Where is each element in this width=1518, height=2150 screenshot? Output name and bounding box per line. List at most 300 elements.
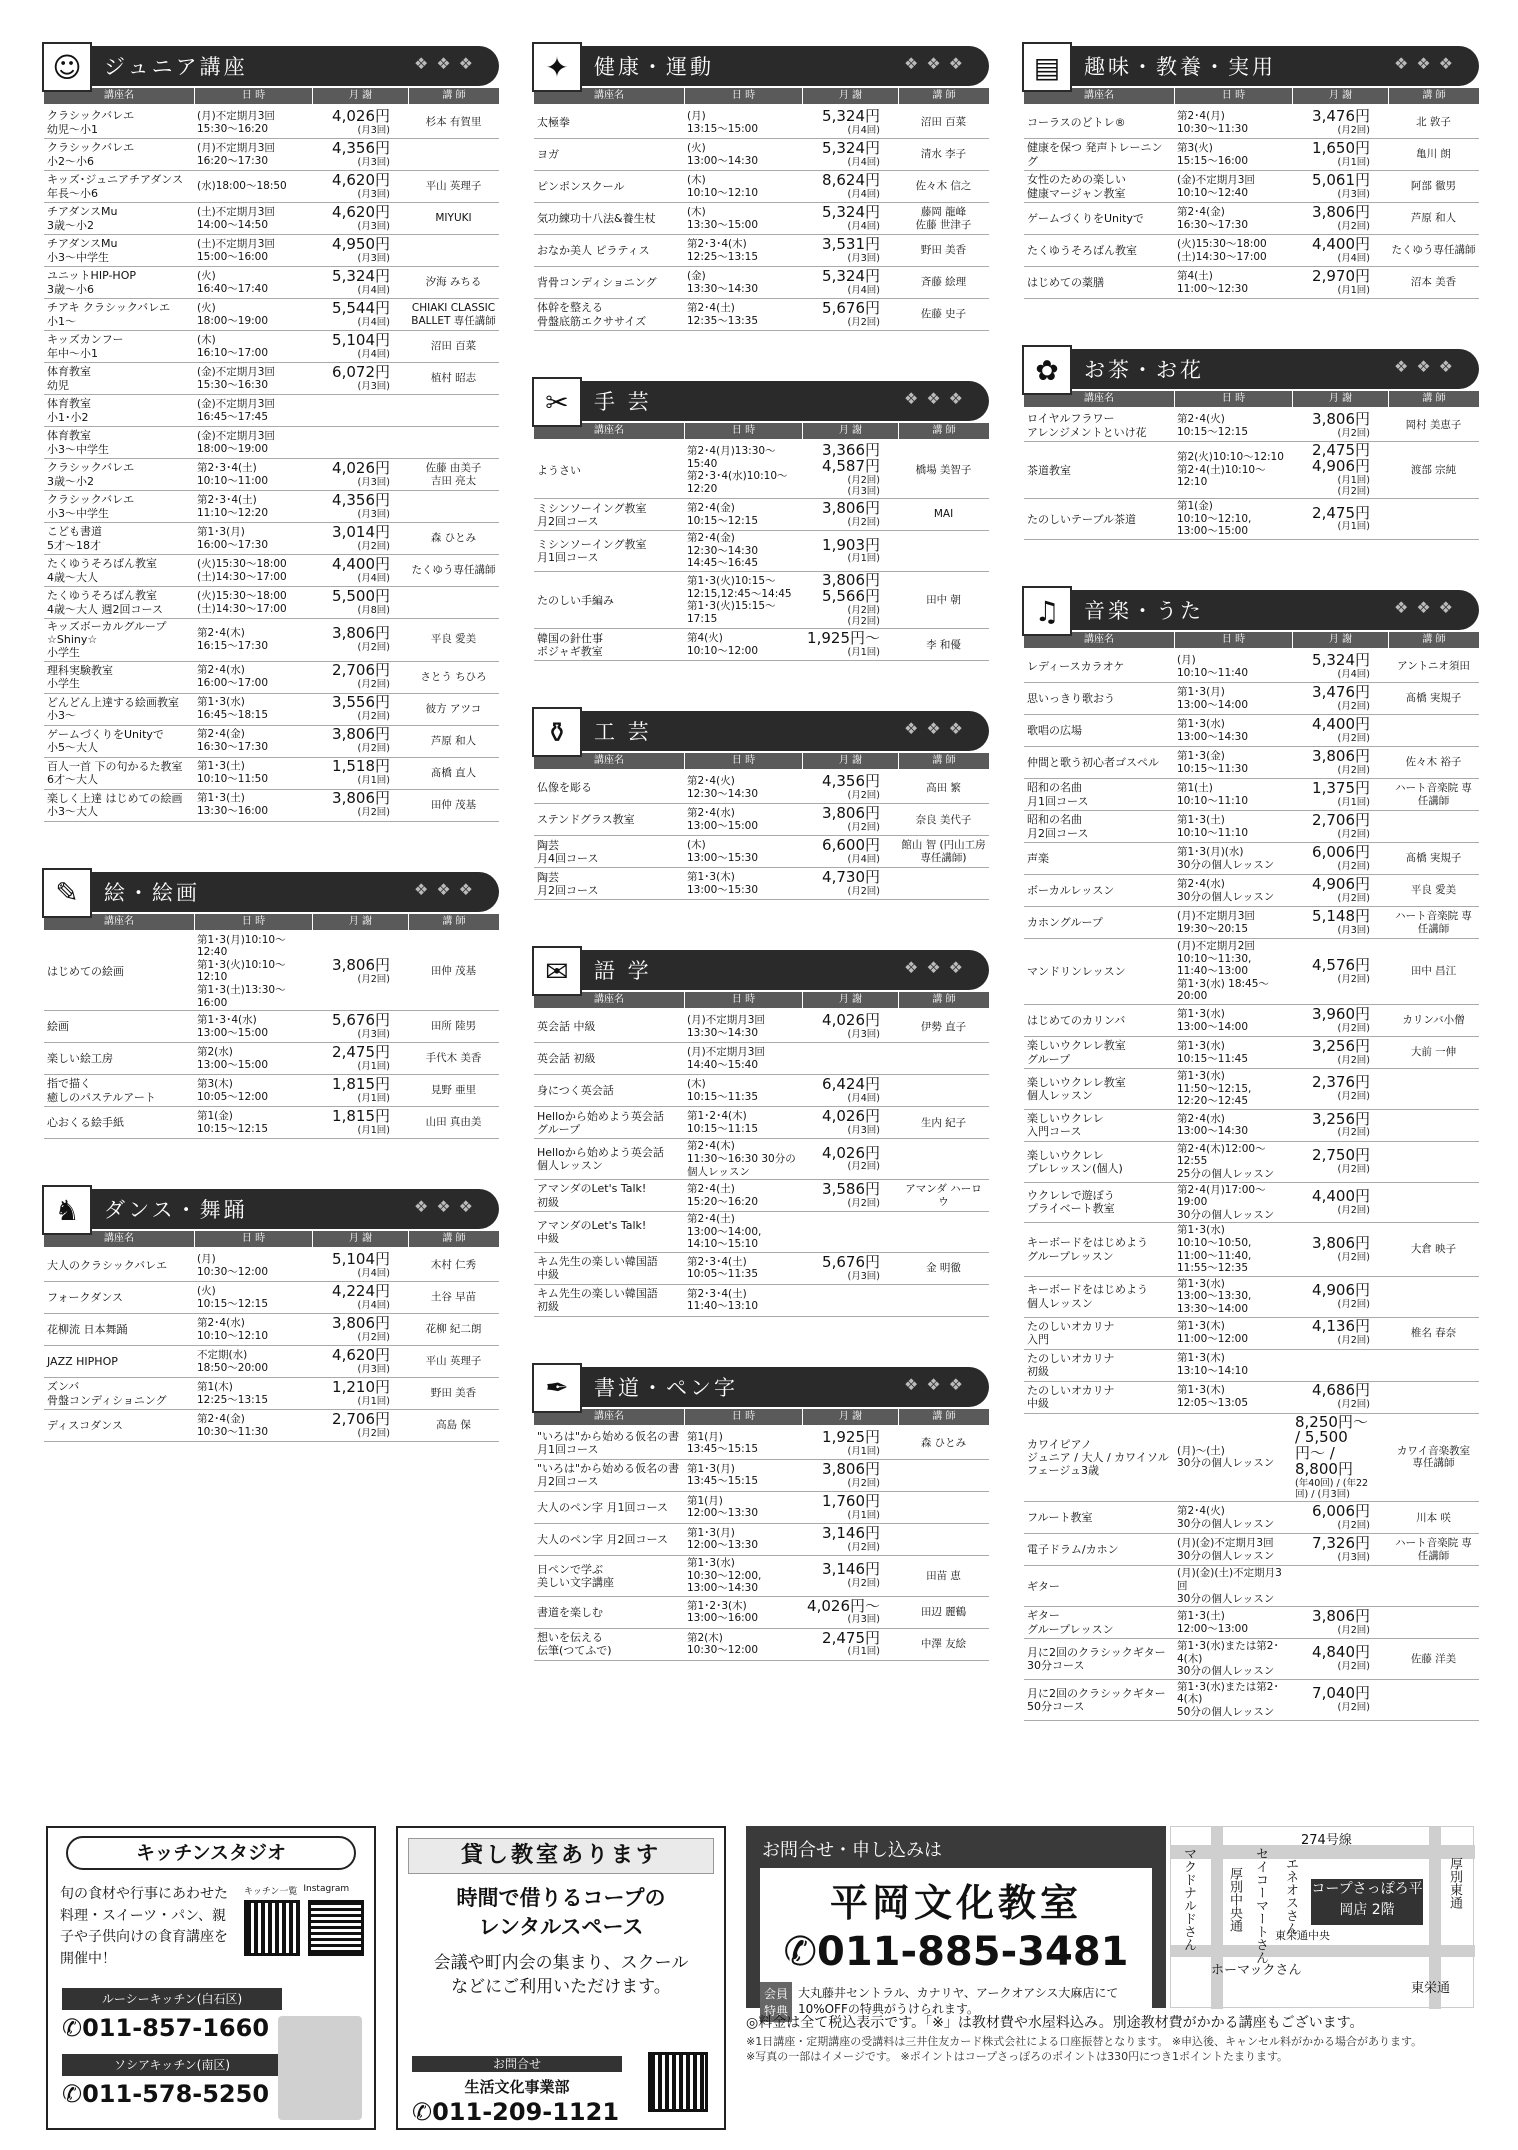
course-row[interactable] (44, 267, 499, 299)
course-fee (312, 331, 408, 362)
course-name: フルート教室 (1027, 1511, 1093, 1525)
course-fee (802, 572, 898, 628)
fee-amount: 2,475円 (1312, 503, 1370, 522)
fee-amount: 5,676円 (822, 298, 880, 317)
course-row[interactable] (1024, 1142, 1479, 1183)
map-toei: 東栄通 (1411, 1981, 1451, 1996)
table-header (44, 88, 499, 104)
fee-amount: 6,006円 (1312, 842, 1370, 861)
course-fee (1292, 499, 1388, 539)
section-title: 語 学 (594, 959, 652, 984)
rental-inquiry-label: お問合せ (412, 2056, 622, 2072)
map-seicomart: セイコーマートさん (1253, 1847, 1268, 1964)
course-teacher: カワイ音楽教室 専任講師 (1396, 1444, 1471, 1470)
course-row[interactable] (44, 726, 499, 758)
course-row[interactable] (534, 1212, 989, 1253)
course-row[interactable] (44, 1282, 499, 1314)
course-name: キーボードをはじめよう 個人レッスン (1027, 1283, 1148, 1310)
course-name: たのしいテーブル茶道 (1027, 512, 1137, 526)
course-schedule: 第2･4(金) 12:30〜14:30 14:45〜16:45 (687, 532, 759, 570)
course-row[interactable] (534, 1011, 989, 1043)
course-row[interactable] (534, 1253, 989, 1285)
course-row[interactable] (534, 572, 989, 629)
course-schedule: 第1･3(土) 13:30〜16:00 (197, 792, 269, 818)
course-row[interactable] (44, 555, 499, 587)
fee-amount: 5,676円 (332, 1011, 390, 1030)
table-header (534, 423, 989, 439)
course-row[interactable] (534, 772, 989, 804)
course-row[interactable] (1024, 139, 1479, 171)
fee-amount: 3,531円 (822, 234, 880, 253)
course-row[interactable] (1024, 267, 1479, 299)
course-teacher: 李 和優 (926, 638, 961, 651)
course-row[interactable] (1024, 410, 1479, 442)
course-row[interactable] (1024, 1414, 1479, 1503)
course-row[interactable] (44, 523, 499, 555)
course-name: 気功練功十八法&養生杖 (537, 211, 656, 225)
course-teacher: 杉本 有賀里 (425, 116, 482, 129)
course-teacher: 芦原 和人 (1410, 212, 1457, 225)
course-fee (312, 662, 408, 693)
course-fee (802, 235, 898, 266)
course-row[interactable] (1024, 1534, 1479, 1566)
course-row[interactable] (534, 1043, 989, 1075)
course-schedule: 第2･4(木) 11:30〜16:30 30分の個人レッスン (687, 1140, 796, 1178)
course-row[interactable] (44, 299, 499, 331)
fee-amount: 4,356円 (822, 772, 880, 791)
course-row[interactable] (1024, 715, 1479, 747)
course-name: ゲームづくりをUnityで 小5〜大人 (47, 727, 164, 755)
course-row[interactable] (1024, 1502, 1479, 1534)
fee-frequency: (月2回) (1337, 892, 1370, 904)
kitchen-phone-1[interactable]: ✆011-857-1660 (62, 2014, 270, 2042)
course-name: 絵画 (47, 1020, 69, 1034)
course-name: 月に2回のクラシックギター 30分コース (1027, 1645, 1166, 1672)
course-row[interactable] (1024, 1566, 1479, 1607)
fee-frequency: (月1回) (357, 1124, 390, 1136)
fee-amount: 4,224円 (332, 1282, 390, 1301)
fee-amount: 4,400円 (1312, 1186, 1370, 1205)
course-row[interactable] (1024, 779, 1479, 811)
course-row[interactable] (1024, 1680, 1479, 1721)
course-teacher (1388, 499, 1479, 539)
header-fee: 月 謝 (312, 88, 408, 104)
course-row[interactable] (1024, 1639, 1479, 1680)
fee-frequency: (月2回) (357, 641, 390, 653)
qr-label-list: キッチン一覧 (244, 1887, 298, 1897)
course-name: キム先生の楽しい韓国語 中級 (537, 1255, 658, 1282)
course-fee (312, 1011, 408, 1042)
course-schedule: 第1(木) 12:25〜13:15 (197, 1381, 269, 1406)
course-row[interactable] (534, 299, 989, 331)
course-row[interactable] (44, 1011, 499, 1043)
course-name: たのしいオカリナ 中級 (1027, 1383, 1115, 1411)
course-teacher: 田苗 恵 (926, 1569, 961, 1582)
fee-amount: 6,600円 (822, 836, 880, 855)
course-row[interactable] (1024, 1223, 1479, 1276)
course-row[interactable] (44, 758, 499, 790)
section-band (534, 950, 989, 990)
fee-frequency: (月4回) (357, 572, 390, 584)
course-row[interactable] (1024, 747, 1479, 779)
fee-frequency: (月4回) (1337, 668, 1370, 680)
course-row[interactable] (1024, 1350, 1479, 1382)
rental-phone[interactable]: ✆011-209-1121 (412, 2098, 620, 2126)
course-row[interactable] (534, 1629, 989, 1661)
course-row[interactable] (1024, 1382, 1479, 1414)
fee-amount: 6,424円 (822, 1075, 880, 1094)
course-row[interactable] (1024, 1110, 1479, 1142)
course-teacher (1388, 1350, 1479, 1381)
course-name: Helloから始めよう英会話 個人レッスン (537, 1146, 664, 1173)
table-header (44, 1231, 499, 1247)
course-schedule: (土)不定期月3回 14:00〜14:50 (197, 205, 275, 231)
course-row[interactable] (534, 1107, 989, 1139)
pen-icon: ✒ (532, 1363, 582, 1413)
course-row[interactable] (44, 587, 499, 619)
course-row[interactable] (44, 171, 499, 203)
course-row[interactable] (534, 1285, 989, 1317)
fee-amount: 5,104円 (332, 1250, 390, 1269)
course-row[interactable] (44, 662, 499, 694)
fee-frequency: (月2回) (847, 1477, 880, 1489)
course-row[interactable] (534, 1524, 989, 1556)
course-row[interactable] (44, 790, 499, 822)
course-teacher: 平良 愛美 (1410, 884, 1457, 897)
course-row[interactable] (44, 1346, 499, 1378)
course-fee (312, 267, 408, 298)
course-row[interactable] (534, 171, 989, 203)
course-row[interactable] (534, 442, 989, 499)
header-course: 講座名 (594, 755, 624, 767)
course-row[interactable] (44, 1043, 499, 1075)
course-row[interactable] (44, 459, 499, 491)
course-row[interactable] (44, 933, 499, 1012)
fee-frequency: (月2回) (847, 1197, 880, 1209)
course-teacher: 平山 英理子 (425, 1355, 482, 1368)
fee-frequency: (月2回) (月2回) (847, 604, 880, 627)
course-row[interactable] (534, 804, 989, 836)
course-name: 百人一首 下の句かるた教室 6才〜大人 (47, 759, 183, 787)
course-row[interactable] (1024, 171, 1479, 203)
course-name: 健康を保つ 発声トレーニング (1027, 141, 1163, 168)
course-fee (1292, 1350, 1388, 1381)
section-title: お茶・お花 (1084, 358, 1204, 382)
course-teacher: 平良 愛美 (430, 633, 477, 646)
course-fee (802, 1253, 898, 1284)
fee-frequency: (月3回) (357, 380, 390, 392)
course-schedule: 第2･4(水) 13:00〜15:00 (687, 807, 759, 832)
map-coop: コープさっぽろ平岡店 2階 (1311, 1879, 1423, 1925)
fee-amount: 2,706円 (332, 661, 390, 680)
course-row[interactable] (534, 1556, 989, 1597)
course-name: たのしい手編み (537, 593, 614, 607)
qr-code-icon[interactable] (308, 1900, 364, 1956)
course-teacher: 高田 繁 (926, 781, 961, 794)
course-row[interactable] (534, 1597, 989, 1629)
course-schedule: 第2(火)10:10〜12:10 第2･4(土)10:10〜12:10 (1177, 451, 1284, 489)
fee-amount: 1,903円 (822, 535, 880, 554)
course-schedule: 第2･4(水) 13:00〜14:30 (1177, 1112, 1249, 1138)
course-fee (312, 491, 408, 522)
course-fee (802, 107, 898, 138)
course-fee (312, 1282, 408, 1313)
header-date: 日 時 (684, 1409, 802, 1425)
ornament-icon: ❖❖❖ (903, 54, 971, 73)
books-icon: ▤ (1022, 42, 1072, 92)
course-row[interactable] (1024, 907, 1479, 939)
course-fee (312, 139, 408, 170)
course-fee (1292, 1502, 1388, 1533)
fee-frequency: (月3回) (847, 252, 880, 264)
course-teacher (898, 1285, 989, 1316)
fee-frequency: (月3回) (847, 1614, 880, 1626)
school-phone[interactable]: ✆011-885-3481 (783, 1929, 1129, 1975)
course-row[interactable] (534, 1075, 989, 1107)
course-name: 電子ドラム/カホン (1027, 1543, 1119, 1557)
course-fee (802, 267, 898, 298)
course-schedule: 第1(金) 10:15〜12:15 (197, 1110, 269, 1135)
course-row[interactable] (44, 107, 499, 139)
fee-amount: 5,148円 (1312, 906, 1370, 925)
section-shodo (534, 1367, 989, 1661)
course-schedule: 第1･3(月)(水) 30分の個人レッスン (1177, 845, 1275, 871)
fee-frequency: (月2回) (357, 540, 390, 552)
course-row[interactable] (1024, 1183, 1479, 1224)
fee-frequency: (月3回) (1337, 1551, 1370, 1563)
section-kogei (534, 711, 989, 900)
course-teacher: 野田 美香 (920, 244, 967, 257)
course-row[interactable] (44, 1075, 499, 1107)
course-row[interactable] (1024, 1277, 1479, 1318)
qr-code-icon[interactable] (648, 2052, 708, 2112)
course-name: ギター グループレッスン (1027, 1609, 1114, 1636)
course-row[interactable] (44, 203, 499, 235)
fee-frequency: (月3回) (357, 156, 390, 168)
course-row[interactable] (1024, 683, 1479, 715)
header-date: 日 時 (1174, 391, 1292, 407)
course-row[interactable] (44, 427, 499, 459)
course-row[interactable] (1024, 1318, 1479, 1350)
ornament-icon: ❖❖❖ (413, 1197, 481, 1217)
course-row[interactable] (44, 1250, 499, 1282)
section-band (1024, 46, 1479, 86)
course-row[interactable] (534, 836, 989, 868)
fee-amount: 4,026円 (332, 106, 390, 125)
course-schedule: 第1･3(土) 10:10〜11:10 (1177, 813, 1249, 839)
course-row[interactable] (534, 1492, 989, 1524)
fee-frequency: (月1回) (1337, 156, 1370, 168)
course-row[interactable] (534, 629, 989, 661)
course-teacher: 木村 仁秀 (430, 1259, 477, 1272)
fee-frequency: (月2回) (1337, 764, 1370, 776)
course-row[interactable] (44, 1410, 499, 1442)
course-row[interactable] (44, 1314, 499, 1346)
course-schedule: 第2･4(月)13:30〜15:40 第2･3･4(水)10:10〜12:20 (687, 444, 788, 495)
header-course: 講座名 (1084, 393, 1114, 404)
chef-photo (278, 2016, 362, 2120)
course-row[interactable] (44, 619, 499, 662)
course-name: アマンダのLet's Talk! 初級 (537, 1182, 647, 1209)
fee-frequency: (月2回) (1337, 1661, 1370, 1673)
course-schedule: 第4(土) 11:00〜12:30 (1177, 269, 1249, 295)
kitchen-phone-2[interactable]: ✆011-578-5250 (62, 2080, 270, 2108)
course-row[interactable] (534, 235, 989, 267)
course-row[interactable] (44, 1378, 499, 1410)
course-name: 楽しく上達 はじめての絵画 小3〜大人 (47, 791, 183, 819)
fee-frequency: (月3回) (357, 220, 390, 232)
course-fee (1292, 1005, 1388, 1036)
course-row[interactable] (534, 868, 989, 900)
course-row[interactable] (1024, 875, 1479, 907)
course-row[interactable] (44, 395, 499, 427)
course-teacher: 椎名 春奈 (1410, 1326, 1457, 1339)
course-schedule: 第2･4(金) 10:15〜12:15 (687, 502, 759, 527)
course-row[interactable] (534, 531, 989, 572)
fee-frequency: (月2回) (1337, 1298, 1370, 1310)
course-row[interactable] (44, 491, 499, 523)
fee-frequency: (月2回) (1337, 1127, 1370, 1139)
course-row[interactable] (1024, 107, 1479, 139)
course-teacher (898, 1212, 989, 1252)
course-name: ヨガ (537, 147, 559, 161)
course-teacher: アントニオ須田 (1397, 660, 1470, 673)
course-teacher: 手代木 美香 (425, 1052, 482, 1065)
course-fee (312, 1250, 408, 1281)
fee-amount: 3,806円 (1312, 202, 1370, 221)
course-teacher: たくゆう専任講師 (1391, 244, 1476, 257)
course-row[interactable] (534, 267, 989, 299)
course-name: たくゆうそろばん教室 (1027, 243, 1137, 257)
section-dance (44, 1189, 499, 1442)
course-row[interactable] (534, 1460, 989, 1492)
course-fee (802, 203, 898, 234)
course-fee (802, 1492, 898, 1523)
fee-frequency: (月4回) (847, 124, 880, 136)
fee-frequency: (月2回) (1337, 220, 1370, 232)
fee-frequency: (月2回) (357, 743, 390, 755)
course-name: 体育教室 小1･小2 (47, 397, 91, 424)
course-row[interactable] (1024, 1005, 1479, 1037)
course-row[interactable] (44, 139, 499, 171)
table-header (534, 753, 989, 769)
section-music (1024, 590, 1479, 1721)
course-fee (802, 1212, 898, 1252)
fee-amount: 3,806円 5,566円 (822, 571, 880, 605)
course-fee (802, 531, 898, 571)
course-row[interactable] (1024, 1037, 1479, 1069)
course-teacher: 植村 昭志 (430, 372, 477, 385)
course-schedule: (月) 13:15〜15:00 (687, 109, 759, 135)
course-schedule: 第1･3(火)10:15〜12:15,12:45〜14:45 第1･3(火)15:15〜17:15 (687, 575, 792, 625)
course-row[interactable] (1024, 651, 1479, 683)
course-row[interactable] (534, 139, 989, 171)
fee-frequency: (月1回) (847, 553, 880, 565)
course-row[interactable] (1024, 811, 1479, 843)
course-name: フォークダンス (47, 1291, 124, 1305)
course-row[interactable] (534, 1180, 989, 1212)
course-teacher (898, 1043, 989, 1074)
fee-frequency: (月2回) (1337, 973, 1370, 985)
course-name: ピンポンスクール (537, 179, 625, 193)
course-name: ミシンソーイング教室 月2回コース (537, 501, 647, 528)
course-row[interactable] (1024, 939, 1479, 1005)
course-row[interactable] (44, 1107, 499, 1139)
fee-frequency: (月3回) (357, 508, 390, 520)
course-name: アマンダのLet's Talk! 中級 (537, 1218, 647, 1246)
note-main: ◎料金は全て税込表示です。「※」は教材費や水屋料込み。別途教材費がかかる講座もございます。 (746, 2015, 1364, 2031)
course-row[interactable] (534, 1428, 989, 1460)
course-schedule: 第2･4(土) 15:20〜16:20 (687, 1183, 759, 1208)
course-row[interactable] (44, 331, 499, 363)
fee-frequency: (月4回) (847, 1093, 880, 1105)
fee-frequency: (月2回) (357, 1331, 390, 1343)
course-row[interactable] (534, 107, 989, 139)
course-schedule: 第2(水) 13:00〜15:00 (197, 1046, 269, 1071)
course-schedule: 第2･4(水) 10:10〜12:10 (197, 1317, 269, 1342)
course-name: 体幹を整える 骨盤底筋エクササイズ (537, 301, 647, 328)
section-title: 手 芸 (594, 390, 652, 414)
qr-code-icon[interactable] (244, 1900, 300, 1956)
course-row[interactable] (534, 203, 989, 235)
course-name: 英会話 初級 (537, 1052, 596, 1066)
fee-frequency: (月2回) (1337, 1399, 1370, 1411)
course-teacher: ハート音楽院 専任講師 (1395, 781, 1472, 807)
course-row[interactable] (1024, 235, 1479, 267)
fee-frequency: (月4回) (847, 854, 880, 866)
course-name: 女性のための楽しい 健康マージャン教室 (1027, 173, 1126, 200)
course-fee (312, 694, 408, 725)
course-name: 指で描く 癒しのパステルアート (47, 1077, 156, 1104)
course-row[interactable] (534, 1139, 989, 1180)
fee-amount: 5,061円 (1312, 170, 1370, 189)
course-name: 陶芸 月2回コース (537, 870, 599, 897)
fee-frequency: (月4回) (357, 1267, 390, 1279)
fee-frequency: (月3回) (357, 124, 390, 136)
course-row[interactable] (1024, 499, 1479, 540)
course-teacher (1388, 1277, 1479, 1317)
course-name: マンドリンレッスン (1027, 964, 1126, 978)
course-schedule: (火)15:30〜18:00 (土)14:30〜17:00 (1177, 237, 1267, 263)
course-fee (1292, 1223, 1388, 1275)
kitchen-description: 旬の食材や行事にあわせた料理・スイーツ・パン、親子や子供向けの食育講座を開催中！ (60, 1886, 228, 1968)
header-date: 日 時 (684, 992, 802, 1008)
course-row[interactable] (1024, 1607, 1479, 1639)
fee-amount: 3,256円 (1312, 1109, 1370, 1128)
header-course: 講座名 (594, 1410, 624, 1422)
course-teacher: 渡部 宗純 (1410, 463, 1457, 476)
fee-frequency: (月1回) (月2回) (1337, 474, 1370, 497)
course-teacher: 佐藤 由美子 吉田 亮太 (425, 461, 482, 487)
course-row[interactable] (44, 363, 499, 395)
header-fee: 月 謝 (802, 1409, 898, 1425)
course-name: 茶道教室 (1027, 463, 1071, 477)
course-name: 身につく英会話 (537, 1084, 614, 1098)
course-row[interactable] (1024, 442, 1479, 499)
course-row[interactable] (44, 694, 499, 726)
course-teacher (1388, 1566, 1479, 1606)
fee-frequency: (月3回) (357, 1363, 390, 1375)
course-row[interactable] (1024, 1069, 1479, 1110)
course-fee (1292, 1142, 1388, 1182)
course-row[interactable] (1024, 843, 1479, 875)
course-schedule: (木) 13:00〜15:30 (687, 839, 759, 864)
course-row[interactable] (44, 235, 499, 267)
course-row[interactable] (534, 499, 989, 531)
section-title: ジュニア講座 (104, 55, 248, 79)
course-row[interactable] (1024, 203, 1479, 235)
fee-frequency: (月2回) (1337, 1163, 1370, 1175)
